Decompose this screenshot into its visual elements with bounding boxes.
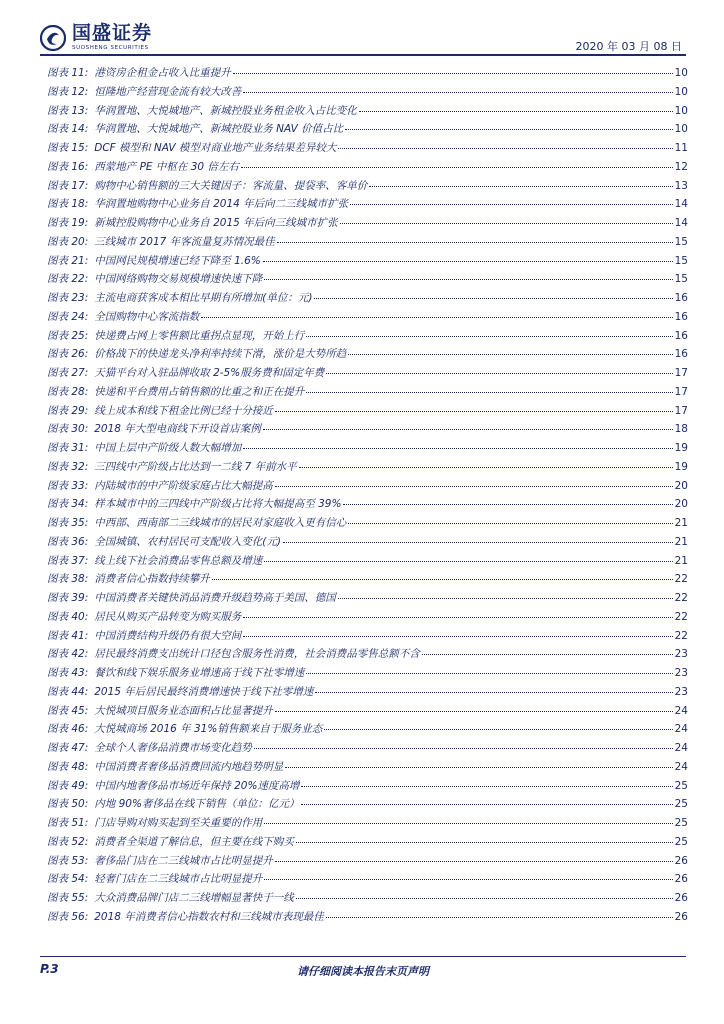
toc-entry-label: 图表 44: <box>47 685 89 698</box>
toc-dot-leader <box>315 684 672 693</box>
toc-entry-page: 24 <box>674 760 688 773</box>
toc-entry[interactable] <box>47 233 688 252</box>
toc-entry[interactable] <box>47 814 688 833</box>
toc-entry-label: 图表 19: <box>47 217 89 229</box>
toc-entry[interactable] <box>47 402 688 421</box>
toc-dot-leader <box>314 290 672 299</box>
toc-dot-leader <box>243 84 672 93</box>
toc-entry-page: 12 <box>674 160 688 173</box>
toc-entry-title: 主流电商获客成本相比早期有所增加(单位：元) <box>94 292 313 304</box>
toc-entry-page: 21 <box>674 517 688 529</box>
toc-dot-leader <box>277 234 673 243</box>
toc-entry-page: 18 <box>674 423 688 436</box>
toc-entry-title: 恒隆地产经营现金流有较大改善 <box>94 85 242 98</box>
toc-entry-title: 三四线中产阶级占比达到一二线 7 年前水平 <box>94 460 297 473</box>
toc-entry-title: 华润置地、大悦城地产、新城控股业务 NAV 价值占比 <box>94 123 344 136</box>
toc-entry[interactable] <box>47 83 688 102</box>
toc-entry-title: 中国网络购物交易规模增速快速下降 <box>94 273 263 286</box>
page-footer <box>40 962 686 982</box>
toc-dot-leader <box>326 365 672 374</box>
toc-entry[interactable] <box>47 795 688 814</box>
toc-entry-title: 中国消费者关键快消品消费升级趋势高于美国、德国 <box>94 592 336 604</box>
toc-entry[interactable] <box>47 608 688 627</box>
toc-entry-label: 图表 50: <box>47 798 89 811</box>
toc-entry-label: 图表 48: <box>47 760 89 773</box>
toc-entry-page: 10 <box>674 67 688 79</box>
toc-entry-page: 14 <box>674 217 688 229</box>
toc-entry-label: 图表 47: <box>47 742 89 754</box>
toc-dot-leader <box>350 196 672 205</box>
toc-entry-title: 中国上层中产阶级人数大幅增加 <box>94 442 242 454</box>
toc-entry-page: 17 <box>674 404 688 417</box>
toc-entry-page: 17 <box>674 367 688 379</box>
report-date: 2020 年 03 月 08 日 <box>575 40 682 53</box>
toc-entry-label: 图表 20: <box>47 235 89 248</box>
toc-entry-title: 线上线下社会消费品零售总额及增速 <box>94 554 263 567</box>
toc-entry-title: 轻奢门店在二三线城市占比明显提升 <box>94 873 263 886</box>
toc-entry-label: 图表 33: <box>47 479 89 492</box>
toc-entry-label: 图表 39: <box>47 592 89 604</box>
toc-entry-label: 图表 40: <box>47 610 89 623</box>
toc-entry-title: 中西部、西南部二三线城市的居民对家庭收入更有信心 <box>94 517 347 529</box>
toc-entry[interactable] <box>47 552 688 571</box>
header-divider <box>40 54 686 56</box>
toc-entry-title: 门店导购对购买起到至关重要的作用 <box>94 817 263 829</box>
toc-dot-leader <box>369 178 672 187</box>
toc-entry[interactable] <box>47 102 688 121</box>
toc-entry-page: 25 <box>674 817 688 829</box>
toc-entry[interactable] <box>47 308 688 327</box>
toc-dot-leader <box>324 721 672 730</box>
toc-entry-title: 新城控股购物中心业务自 2015 年后向三线城市扩张 <box>94 217 338 229</box>
toc-entry-title: 消费者全渠道了解信息，但主要在线下购买 <box>94 835 294 848</box>
toc-entry-label: 图表 36: <box>47 535 89 548</box>
toc-entry-title: 快递费占网上零售额比重拐点显现，开始上行 <box>94 329 305 342</box>
toc-dot-leader <box>254 740 673 749</box>
toc-entry-title: 居民最终消费支出统计口径包含服务性消费，社会消费品零售总额不含 <box>94 648 420 661</box>
toc-entry-title: 全球个人奢侈品消费市场变化趋势 <box>94 742 252 754</box>
toc-entry-title: 奢侈品门店在二三线城市占比明显提升 <box>94 854 273 867</box>
toc-dot-leader <box>296 834 673 843</box>
toc-entry[interactable] <box>47 720 688 739</box>
toc-dot-leader <box>241 159 673 168</box>
toc-entry-title: 大悦城商场 2016 年 31%销售额来自于服务业态 <box>94 723 323 736</box>
toc-entry[interactable] <box>47 64 688 83</box>
toc-entry-page: 24 <box>674 704 688 717</box>
toc-dot-leader <box>263 421 673 430</box>
toc-dot-leader <box>263 253 673 262</box>
toc-entry-page: 16 <box>674 329 688 342</box>
toc-entry-label: 图表 21: <box>47 254 89 267</box>
toc-entry-title: 2018 年大型电商线下开设首店案例 <box>94 423 261 436</box>
toc-dot-leader <box>275 403 673 412</box>
toc-entry-page: 16 <box>674 310 688 323</box>
toc-entry[interactable] <box>47 120 688 139</box>
toc-entry[interactable] <box>47 252 688 271</box>
toc-entry-title: DCF 模型和 NAV 模型对商业地产业务结果差异较大 <box>94 142 337 154</box>
toc-entry-page: 22 <box>674 592 688 604</box>
toc-entry[interactable] <box>47 683 688 702</box>
toc-entry-title: 样本城市中的三四线中产阶级占比将大幅提高至 39% <box>94 498 342 511</box>
toc-dot-leader <box>243 609 672 618</box>
toc-entry-page: 24 <box>674 742 688 754</box>
toc-entry-title: 内陆城市的中产阶级家庭占比大幅提高 <box>94 479 273 492</box>
toc-entry-label: 图表 29: <box>47 404 89 417</box>
toc-entry-label: 图表 13: <box>47 104 89 117</box>
toc-entry-title: 华润置地购物中心业务自 2014 年后向二三线城市扩张 <box>94 198 349 211</box>
toc-entry[interactable] <box>47 514 688 533</box>
toc-entry[interactable] <box>47 327 688 346</box>
toc-entry-page: 13 <box>674 179 688 192</box>
toc-dot-leader <box>275 478 673 487</box>
toc-dot-leader <box>299 459 673 468</box>
toc-entry-label: 图表 23: <box>47 292 89 304</box>
toc-dot-leader <box>233 65 673 74</box>
toc-entry-title: 中国消费者奢侈品消费回流内地趋势明显 <box>94 760 284 773</box>
toc-entry[interactable] <box>47 195 688 214</box>
toc-entry-title: 港资房企租金占收入比重提升 <box>94 67 231 79</box>
toc-dot-leader <box>212 571 673 580</box>
toc-dot-leader <box>243 440 672 449</box>
toc-dot-leader <box>285 759 672 768</box>
toc-entry-page: 16 <box>674 348 688 361</box>
toc-dot-leader <box>301 796 672 805</box>
toc-entry[interactable] <box>47 852 688 871</box>
toc-entry-page: 25 <box>674 835 688 848</box>
company-logo <box>40 24 152 52</box>
toc-dot-leader <box>348 515 672 524</box>
toc-entry-page: 20 <box>674 498 688 511</box>
toc-entry-label: 图表 28: <box>47 385 89 398</box>
toc-entry[interactable] <box>47 270 688 289</box>
toc-entry-label: 图表 15: <box>47 142 89 154</box>
toc-entry[interactable] <box>47 158 688 177</box>
toc-entry[interactable] <box>47 364 688 383</box>
toc-entry-label: 图表 14: <box>47 123 89 136</box>
toc-entry-title: 内地 90%奢侈品在线下销售（单位：亿元） <box>94 798 300 811</box>
toc-entry-title: 线上成本和线下租金比例已经十分接近 <box>94 404 273 417</box>
toc-dot-leader <box>296 890 673 899</box>
toc-entry-label: 图表 16: <box>47 160 89 173</box>
toc-entry[interactable] <box>47 777 688 796</box>
toc-entry-title: 价格战下的快递龙头净利率持续下滑，涨价是大势所趋 <box>94 348 347 361</box>
toc-entry-title: 大悦城项目服务业态面积占比显著提升 <box>94 704 273 717</box>
toc-dot-leader <box>201 309 672 318</box>
toc-entry-label: 图表 11: <box>47 67 89 79</box>
toc-entry-label: 图表 52: <box>47 835 89 848</box>
logo-text <box>72 24 152 52</box>
toc-entry[interactable] <box>47 908 688 927</box>
toc-entry-label: 图表 24: <box>47 310 89 323</box>
toc-entry[interactable] <box>47 570 688 589</box>
toc-entry-page: 23 <box>674 685 688 698</box>
toc-entry[interactable] <box>47 289 688 308</box>
toc-dot-leader <box>243 628 672 637</box>
toc-entry[interactable] <box>47 758 688 777</box>
toc-entry-title: 餐饮和线下娱乐服务业增速高于线下社零增速 <box>94 667 305 679</box>
toc-entry-label: 图表 43: <box>47 667 89 679</box>
toc-entry-page: 16 <box>674 292 688 304</box>
toc-entry-label: 图表 32: <box>47 460 89 473</box>
toc-dot-leader <box>343 496 672 505</box>
toc-entry[interactable] <box>47 345 688 364</box>
toc-entry[interactable] <box>47 702 688 721</box>
toc-dot-leader <box>264 871 672 880</box>
toc-entry-page: 26 <box>674 854 688 867</box>
toc-dot-leader <box>338 140 672 149</box>
toc-entry-title: 全国购物中心客流指数 <box>94 310 200 323</box>
toc-entry-label: 图表 51: <box>47 817 89 829</box>
toc-entry[interactable] <box>47 383 688 402</box>
page-number: P.3 <box>40 962 59 976</box>
toc-entry-title: 2015 年后居民最终消费增速快于线下社零增速 <box>94 685 314 698</box>
toc-entry[interactable] <box>47 477 688 496</box>
toc-entry-page: 15 <box>674 254 688 267</box>
toc-entry-label: 图表 55: <box>47 892 89 904</box>
toc-entry-page: 15 <box>674 235 688 248</box>
toc-entry[interactable] <box>47 739 688 758</box>
toc-entry-title: 中国网民规模增速已经下降至 1.6% <box>94 254 261 267</box>
toc-entry-page: 21 <box>674 535 688 548</box>
toc-entry-page: 15 <box>674 273 688 286</box>
toc-entry-title: 大众消费品牌门店二三线增幅显著快于一线 <box>94 892 294 904</box>
toc-entry-title: 华润置地、大悦城地产、新城控股业务租金收入占比变化 <box>94 104 357 117</box>
toc-entry-page: 23 <box>674 667 688 679</box>
toc-dot-leader <box>275 853 673 862</box>
logo-icon <box>40 25 66 51</box>
toc-entry[interactable] <box>47 645 688 664</box>
toc-entry-page: 17 <box>674 385 688 398</box>
toc-entry-title: 天猫平台对入驻品牌收取 2-5%服务费和固定年费 <box>94 367 325 379</box>
toc-entry-label: 图表 54: <box>47 873 89 886</box>
toc-dot-leader <box>345 121 673 130</box>
toc-dot-leader <box>359 103 673 112</box>
toc-entry-label: 图表 45: <box>47 704 89 717</box>
toc-dot-leader <box>306 665 672 674</box>
toc-entry-label: 图表 41: <box>47 629 89 642</box>
toc-entry-title: 购物中心销售额的三大关键因子：客流量、提袋率、客单价 <box>94 179 368 192</box>
toc-entry-label: 图表 30: <box>47 423 89 436</box>
toc-entry-title: 消费者信心指数持续攀升 <box>94 573 210 586</box>
toc-entry-title: 全国城镇、农村居民可支配收入变化(元) <box>94 535 281 548</box>
toc-entry-label: 图表 22: <box>47 273 89 286</box>
toc-entry-label: 图表 35: <box>47 517 89 529</box>
toc-entry-page: 26 <box>674 910 688 923</box>
toc-entry-page: 22 <box>674 573 688 586</box>
toc-entry-page: 25 <box>674 779 688 792</box>
toc-entry[interactable] <box>47 139 688 158</box>
toc-dot-leader <box>340 215 673 224</box>
toc-entry-page: 26 <box>674 892 688 904</box>
toc-entry-label: 图表 27: <box>47 367 89 379</box>
toc-entry-page: 26 <box>674 873 688 886</box>
toc-entry-page: 20 <box>674 479 688 492</box>
toc-entry-title: 快递和平台费用占销售额的比重之和正在提升 <box>94 385 305 398</box>
toc-entry-page: 11 <box>674 142 688 154</box>
logo-name-en: SUOSHENG SECURITIES <box>72 45 149 51</box>
toc-entry-label: 图表 56: <box>47 910 89 923</box>
toc-dot-leader <box>283 534 673 543</box>
toc-entry[interactable] <box>47 889 688 908</box>
toc-entry[interactable] <box>47 627 688 646</box>
toc-entry-title: 三线城市 2017 年客流量复苏情况最佳 <box>94 235 275 248</box>
toc-dot-leader <box>422 646 673 655</box>
toc-dot-leader <box>338 590 673 599</box>
toc-entry[interactable] <box>47 589 688 608</box>
toc-entry-label: 图表 12: <box>47 85 89 98</box>
toc-entry-page: 22 <box>674 629 688 642</box>
disclaimer-text: 请仔细阅读本报告末页声明 <box>297 965 429 978</box>
toc-entry[interactable] <box>47 214 688 233</box>
toc-entry[interactable] <box>47 458 688 477</box>
toc-entry-title: 居民从购买产品转变为购买服务 <box>94 610 242 623</box>
toc-entry-label: 图表 18: <box>47 198 89 211</box>
toc-entry[interactable] <box>47 664 688 683</box>
toc-dot-leader <box>264 815 672 824</box>
toc-entry-label: 图表 46: <box>47 723 89 736</box>
toc-entry[interactable] <box>47 495 688 514</box>
toc-dot-leader <box>326 909 673 918</box>
toc-entry-label: 图表 17: <box>47 179 89 192</box>
toc-entry-label: 图表 31: <box>47 442 89 454</box>
toc-dot-leader <box>264 271 672 280</box>
toc-entry-label: 图表 34: <box>47 498 89 511</box>
toc-entry[interactable] <box>47 177 688 196</box>
toc-dot-leader <box>301 778 672 787</box>
toc-entry-title: 西蒙地产 PE 中枢在 30 倍左右 <box>94 160 239 173</box>
toc-entry-page: 10 <box>674 85 688 98</box>
toc-dot-leader <box>306 328 672 337</box>
toc-dot-leader <box>348 346 672 355</box>
figure-index-list <box>47 64 688 927</box>
toc-entry-page: 25 <box>674 798 688 811</box>
toc-entry[interactable] <box>47 420 688 439</box>
toc-entry[interactable] <box>47 439 688 458</box>
toc-entry-page: 23 <box>674 648 688 661</box>
toc-entry-page: 10 <box>674 104 688 117</box>
toc-entry-page: 21 <box>674 554 688 567</box>
toc-entry-label: 图表 25: <box>47 329 89 342</box>
toc-entry-label: 图表 42: <box>47 648 89 661</box>
logo-name-cn: 国盛证券 <box>72 22 153 44</box>
toc-entry-title: 2018 年消费者信心指数农村和三线城市表现最佳 <box>94 910 324 923</box>
toc-dot-leader <box>275 703 673 712</box>
toc-entry[interactable] <box>47 833 688 852</box>
toc-entry-label: 图表 37: <box>47 554 89 567</box>
toc-entry-page: 19 <box>674 442 688 454</box>
toc-entry-label: 图表 49: <box>47 779 89 792</box>
toc-entry-page: 14 <box>674 198 688 211</box>
toc-entry-page: 22 <box>674 610 688 623</box>
toc-entry-label: 图表 26: <box>47 348 89 361</box>
toc-entry[interactable] <box>47 870 688 889</box>
footer-divider <box>40 956 686 957</box>
toc-entry-title: 中国内地奢侈品市场近年保持 20%速度高增 <box>94 779 300 792</box>
toc-dot-leader <box>306 384 672 393</box>
toc-entry-label: 图表 53: <box>47 854 89 867</box>
toc-dot-leader <box>264 553 672 562</box>
toc-entry-title: 中国消费结构升级仍有很大空间 <box>94 629 242 642</box>
toc-entry-page: 19 <box>674 460 688 473</box>
toc-entry-page: 24 <box>674 723 688 736</box>
page-header <box>0 0 724 62</box>
toc-entry-page: 10 <box>674 123 688 136</box>
toc-entry-label: 图表 38: <box>47 573 89 586</box>
toc-entry[interactable] <box>47 533 688 552</box>
